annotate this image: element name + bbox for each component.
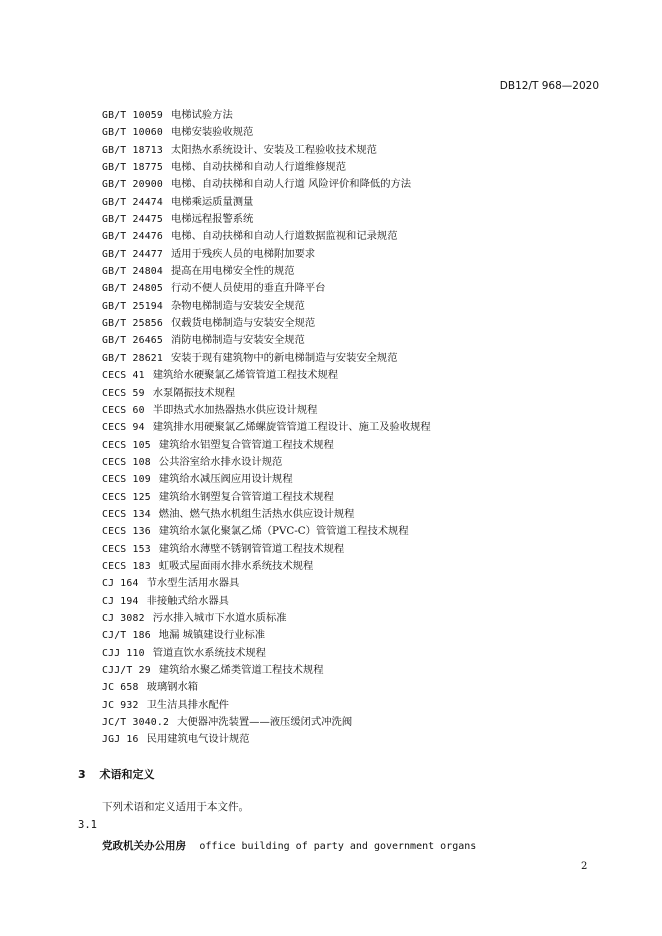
reference-item <box>102 697 431 714</box>
reference-item <box>102 350 431 367</box>
reference-title: 半即热式水加热器热水供应设计规程 <box>152 403 318 416</box>
reference-title: 建筑给水薄壁不锈钢管管道工程技术规程 <box>158 542 345 555</box>
reference-code: CJJ 110 <box>102 647 145 659</box>
reference-code: GB/T 24475 <box>102 214 163 226</box>
reference-code: GB/T 18775 <box>102 162 163 174</box>
reference-code: GB/T 26465 <box>102 335 163 347</box>
reference-code: CJ 194 <box>102 595 139 607</box>
reference-title: 燃油、燃气热水机组生活热水供应设计规程 <box>158 507 355 520</box>
reference-item <box>102 593 431 610</box>
reference-code: CJ/T 186 <box>102 630 151 642</box>
reference-title: 杂物电梯制造与安装安全规范 <box>170 299 305 312</box>
reference-title: 安装于现有建筑物中的新电梯制造与安装安全规范 <box>170 351 398 364</box>
reference-code: CECS 125 <box>102 491 151 503</box>
reference-item <box>102 159 431 176</box>
reference-item <box>102 679 431 696</box>
reference-code: CECS 59 <box>102 387 145 399</box>
term-english: office building of party and government organs <box>199 841 477 852</box>
reference-code: CECS 41 <box>102 370 145 382</box>
reference-title: 大便器冲洗装置——液压缓闭式冲洗阀 <box>177 716 353 729</box>
reference-item <box>102 402 431 419</box>
reference-item <box>102 645 431 662</box>
section-title: 术语和定义 <box>99 768 155 781</box>
reference-title: 电梯远程报警系统 <box>170 213 254 226</box>
normative-references-list <box>102 107 431 749</box>
reference-title: 仅载货电梯制造与安装安全规范 <box>170 317 316 330</box>
reference-code: JC/T 3040.2 <box>102 717 170 729</box>
reference-title: 电梯试验方法 <box>170 109 233 121</box>
reference-code: GB/T 25856 <box>102 318 163 330</box>
section-heading <box>78 766 155 782</box>
reference-item <box>102 211 431 228</box>
reference-code: CECS 134 <box>102 508 151 520</box>
reference-code: GB/T 24805 <box>102 283 163 295</box>
reference-item <box>102 471 431 488</box>
reference-item <box>102 575 431 592</box>
term-definition-line <box>102 838 476 853</box>
reference-title: 建筑排水用硬聚氯乙烯螺旋管管道工程设计、施工及验收规程 <box>152 421 431 434</box>
reference-item <box>102 627 431 644</box>
reference-item <box>102 454 431 471</box>
reference-item <box>102 142 431 159</box>
reference-item <box>102 610 431 627</box>
reference-item <box>102 315 431 332</box>
reference-code: GB/T 28621 <box>102 352 163 364</box>
reference-title: 行动不便人员使用的垂直升降平台 <box>170 282 326 295</box>
reference-code: GB/T 18713 <box>102 144 163 156</box>
reference-item <box>102 662 431 679</box>
reference-item <box>102 489 431 506</box>
reference-code: CECS 136 <box>102 526 151 538</box>
reference-item <box>102 280 431 297</box>
reference-item <box>102 419 431 436</box>
reference-code: GB/T 24477 <box>102 248 163 260</box>
reference-title: 管道直饮水系统技术规程 <box>152 646 266 659</box>
reference-item <box>102 367 431 384</box>
reference-title: 建筑给水氯化聚氯乙烯（PVC-C）管管道工程技术规程 <box>158 525 409 538</box>
reference-code: CECS 60 <box>102 404 145 416</box>
reference-code: CECS 153 <box>102 543 151 555</box>
reference-title: 电梯、自动扶梯和自动人行道数据监视和记录规范 <box>170 230 398 243</box>
reference-item <box>102 124 431 141</box>
reference-code: GB/T 24804 <box>102 266 163 278</box>
reference-title: 非接触式给水器具 <box>146 594 229 607</box>
reference-title: 电梯、自动扶梯和自动人行道维修规范 <box>170 161 347 174</box>
reference-code: GB/T 24476 <box>102 231 163 243</box>
reference-item <box>102 332 431 349</box>
reference-title: 电梯安装验收规范 <box>170 126 254 139</box>
reference-item <box>102 107 431 124</box>
reference-item <box>102 506 431 523</box>
section-number: 3 <box>78 768 86 781</box>
reference-item <box>102 558 431 575</box>
term-chinese: 党政机关办公用房 <box>102 840 186 852</box>
reference-title: 玻璃钢水箱 <box>146 681 199 694</box>
reference-code: CJ 164 <box>102 578 139 590</box>
reference-item <box>102 176 431 193</box>
reference-code: JC 932 <box>102 699 139 711</box>
reference-title: 建筑给水硬聚氯乙烯管管道工程技术规程 <box>152 369 339 382</box>
reference-title: 电梯、自动扶梯和自动人行道 风险评价和降低的方法 <box>170 178 412 191</box>
reference-item <box>102 246 431 263</box>
section-intro-text: 下列术语和定义适用于本文件。 <box>102 801 249 813</box>
reference-code: GB/T 10059 <box>102 110 163 121</box>
reference-title: 消防电梯制造与安装安全规范 <box>170 334 305 347</box>
reference-item <box>102 437 431 454</box>
reference-item <box>102 731 431 748</box>
reference-title: 建筑给水聚乙烯类管道工程技术规程 <box>158 664 324 676</box>
reference-code: GB/T 10060 <box>102 127 163 139</box>
reference-item <box>102 228 431 245</box>
reference-item <box>102 263 431 280</box>
reference-title: 地漏 城镇建设行业标准 <box>158 629 266 642</box>
reference-code: CJJ/T 29 <box>102 665 151 676</box>
reference-title: 适用于残疾人员的电梯附加要求 <box>170 247 316 260</box>
reference-title: 建筑给水铝塑复合管管道工程技术规程 <box>158 438 334 451</box>
reference-code: JGJ 16 <box>102 734 139 746</box>
reference-item <box>102 523 431 540</box>
reference-title: 水泵隔振技术规程 <box>152 386 236 399</box>
reference-code: CECS 109 <box>102 474 151 486</box>
reference-title: 建筑给水减压阀应用设计规程 <box>158 473 293 486</box>
reference-code: CECS 108 <box>102 456 151 468</box>
reference-title: 虹吸式屋面雨水排水系统技术规程 <box>158 559 314 572</box>
reference-title: 太阳热水系统设计、安装及工程验收技术规范 <box>170 143 377 156</box>
reference-title: 公共浴室给水排水设计规范 <box>158 455 283 468</box>
reference-item <box>102 541 431 558</box>
reference-title: 民用建筑电气设计规范 <box>146 733 250 746</box>
reference-code: GB/T 20900 <box>102 179 163 191</box>
reference-code: GB/T 25194 <box>102 300 163 312</box>
reference-code: CJ 3082 <box>102 612 145 624</box>
reference-title: 污水排入城市下水道水质标准 <box>152 611 287 624</box>
page-number: 2 <box>581 861 588 872</box>
reference-code: CECS 94 <box>102 422 145 434</box>
reference-item <box>102 194 431 211</box>
clause-number: 3.1 <box>78 819 97 831</box>
reference-code: JC 658 <box>102 682 139 694</box>
reference-item <box>102 298 431 315</box>
reference-title: 电梯乘运质量测量 <box>170 195 254 208</box>
reference-title: 提高在用电梯安全性的规范 <box>170 265 295 278</box>
reference-title: 卫生洁具排水配件 <box>146 698 229 711</box>
reference-title: 建筑给水钢塑复合管管道工程技术规程 <box>158 490 334 503</box>
reference-code: GB/T 24474 <box>102 196 163 208</box>
reference-item <box>102 385 431 402</box>
reference-item <box>102 714 431 731</box>
document-code-header: DB12/T 968—2020 <box>499 80 599 92</box>
reference-code: CECS 183 <box>102 560 151 572</box>
reference-title: 节水型生活用水器具 <box>146 577 240 590</box>
reference-code: CECS 105 <box>102 439 151 451</box>
